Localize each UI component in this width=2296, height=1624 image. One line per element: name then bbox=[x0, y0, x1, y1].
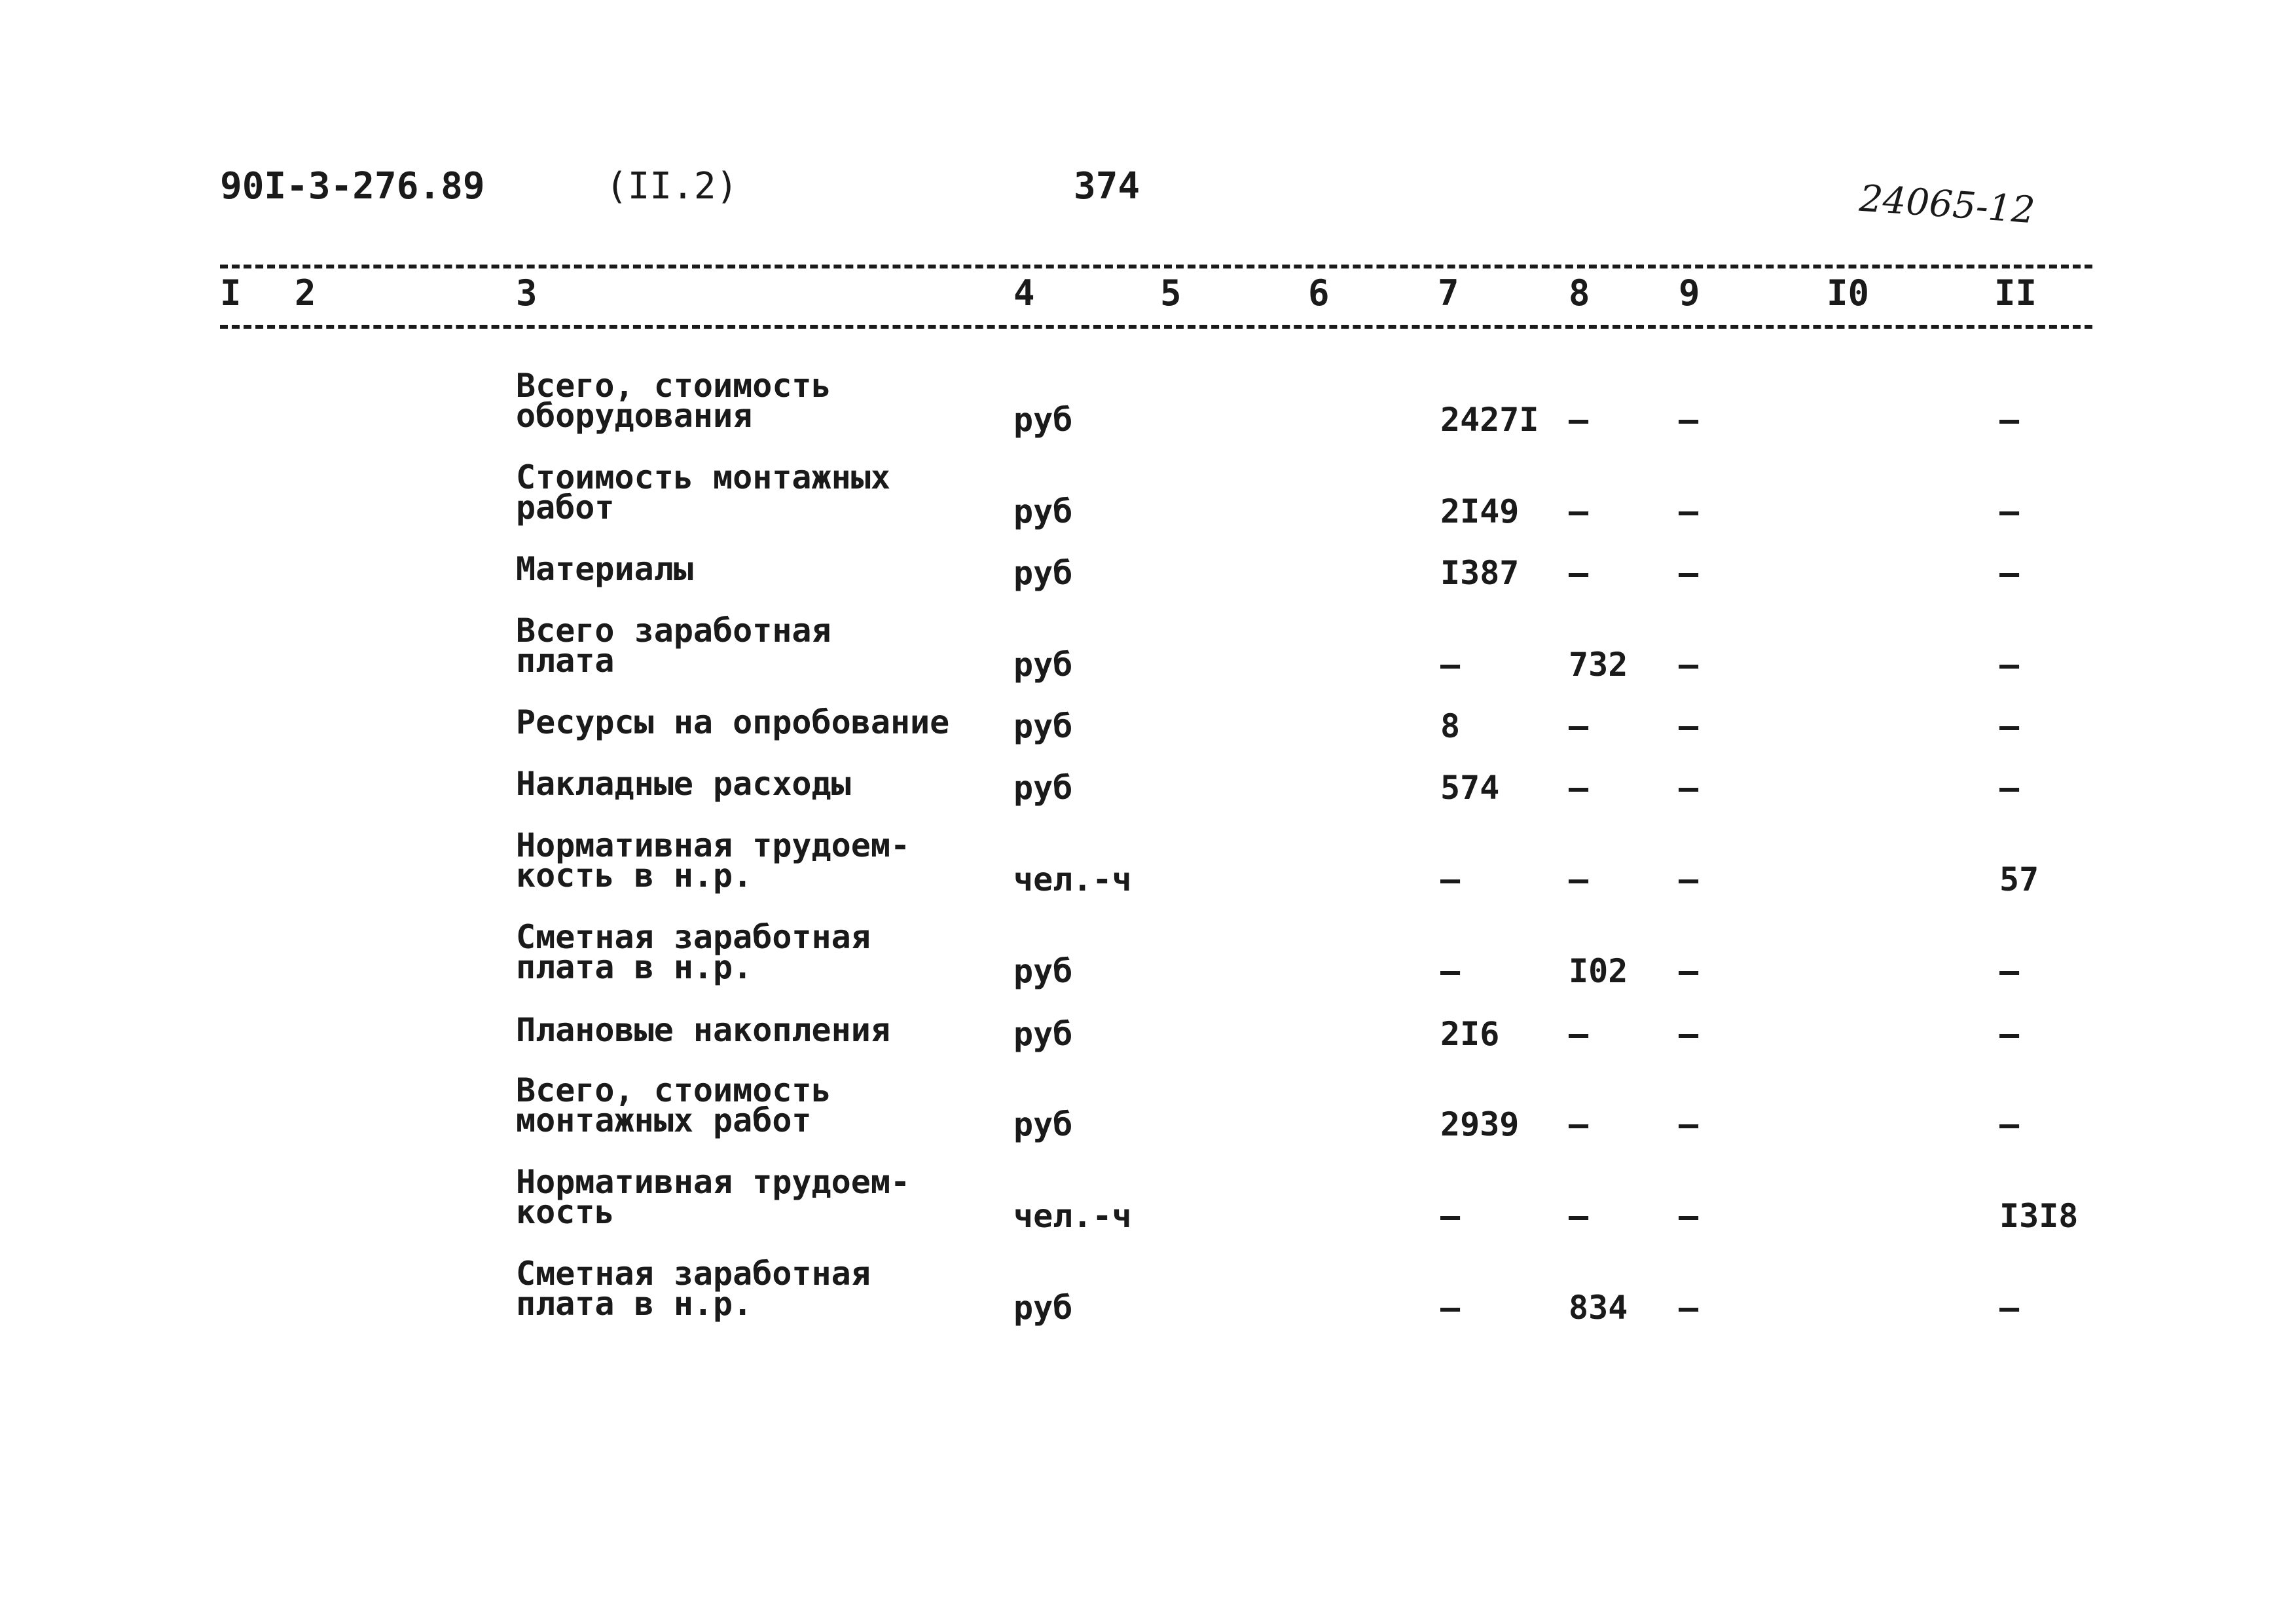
value-cell-col9: – bbox=[1679, 769, 1699, 807]
unit-cell: руб bbox=[1013, 1105, 1073, 1143]
column-header-4: 4 bbox=[1013, 272, 1035, 314]
value-cell-col8: – bbox=[1569, 1015, 1589, 1053]
unit-cell: чел.-ч bbox=[1013, 860, 1132, 898]
table-header-top-rule bbox=[220, 265, 2092, 268]
value-cell-col11: – bbox=[1999, 401, 2020, 439]
value-cell-col8: – bbox=[1569, 769, 1589, 807]
value-cell-col9: – bbox=[1679, 1105, 1699, 1143]
handwritten-number: 24065-12 bbox=[1858, 177, 2037, 232]
row-description: Всего, стоимость монтажных работ bbox=[516, 1071, 831, 1139]
value-cell-col7: 574 bbox=[1440, 769, 1500, 807]
value-cell-col9: – bbox=[1679, 707, 1699, 745]
value-cell-col7: 2I6 bbox=[1440, 1015, 1500, 1053]
value-cell-col11: – bbox=[1999, 952, 2020, 990]
row-description: Стоимость монтажных работ bbox=[516, 458, 890, 526]
value-cell-col7: – bbox=[1440, 952, 1461, 990]
column-header-10: I0 bbox=[1827, 272, 1870, 314]
unit-cell: руб bbox=[1013, 769, 1073, 807]
row-description: Накладные расходы bbox=[516, 765, 851, 803]
value-cell-col7: 2939 bbox=[1440, 1105, 1520, 1143]
value-cell-col7: I387 bbox=[1440, 554, 1520, 592]
value-cell-col11: – bbox=[1999, 1105, 2020, 1143]
unit-cell: руб bbox=[1013, 554, 1073, 592]
value-cell-col7: 2I49 bbox=[1440, 492, 1520, 530]
row-description: Ресурсы на опробование bbox=[516, 703, 950, 741]
value-cell-col11: I3I8 bbox=[1999, 1197, 2079, 1235]
value-cell-col9: – bbox=[1679, 401, 1699, 439]
document-code: 90I-3-276.89 bbox=[220, 165, 485, 208]
value-cell-col8: – bbox=[1569, 860, 1589, 898]
column-header-3: 3 bbox=[516, 272, 538, 314]
value-cell-col8: – bbox=[1569, 1105, 1589, 1143]
row-description: Материалы bbox=[516, 550, 693, 588]
page-number: 374 bbox=[1074, 165, 1140, 208]
value-cell-col9: – bbox=[1679, 646, 1699, 684]
row-description: Сметная заработная плата в н.р. bbox=[516, 1255, 871, 1323]
unit-cell: руб bbox=[1013, 401, 1073, 439]
value-cell-col11: – bbox=[1999, 1289, 2020, 1327]
unit-cell: руб bbox=[1013, 492, 1073, 530]
value-cell-col9: – bbox=[1679, 1015, 1699, 1053]
value-cell-col11: – bbox=[1999, 707, 2020, 745]
row-description: Всего, стоимость оборудования bbox=[516, 367, 831, 435]
value-cell-col9: – bbox=[1679, 1197, 1699, 1235]
column-header-7: 7 bbox=[1438, 272, 1459, 314]
value-cell-col8: 732 bbox=[1569, 646, 1628, 684]
column-header-1: I bbox=[220, 272, 242, 314]
value-cell-col8: – bbox=[1569, 1197, 1589, 1235]
row-description: Сметная заработная плата в н.р. bbox=[516, 918, 871, 986]
unit-cell: руб bbox=[1013, 1015, 1073, 1053]
value-cell-col11: 57 bbox=[1999, 860, 2039, 898]
column-header-2: 2 bbox=[295, 272, 316, 314]
column-header-9: 9 bbox=[1679, 272, 1700, 314]
column-header-6: 6 bbox=[1308, 272, 1330, 314]
column-header-8: 8 bbox=[1569, 272, 1590, 314]
value-cell-col9: – bbox=[1679, 554, 1699, 592]
value-cell-col7: – bbox=[1440, 860, 1461, 898]
value-cell-col9: – bbox=[1679, 860, 1699, 898]
unit-cell: чел.-ч bbox=[1013, 1197, 1132, 1235]
table-header-bottom-rule bbox=[220, 325, 2092, 329]
value-cell-col8: – bbox=[1569, 554, 1589, 592]
unit-cell: руб bbox=[1013, 952, 1073, 990]
value-cell-col11: – bbox=[1999, 1015, 2020, 1053]
unit-cell: руб bbox=[1013, 1289, 1073, 1327]
row-description: Плановые накопления bbox=[516, 1011, 890, 1049]
unit-cell: руб bbox=[1013, 646, 1073, 684]
row-description: Нормативная трудоем- кость bbox=[516, 1163, 911, 1231]
row-description: Всего заработная плата bbox=[516, 612, 831, 680]
value-cell-col9: – bbox=[1679, 492, 1699, 530]
value-cell-col7: 2427I bbox=[1440, 401, 1539, 439]
value-cell-col11: – bbox=[1999, 769, 2020, 807]
value-cell-col8: – bbox=[1569, 707, 1589, 745]
row-description: Нормативная трудоем- кость в н.р. bbox=[516, 826, 911, 895]
value-cell-col9: – bbox=[1679, 1289, 1699, 1327]
column-header-11: II bbox=[1994, 272, 2037, 314]
value-cell-col11: – bbox=[1999, 492, 2020, 530]
unit-cell: руб bbox=[1013, 707, 1073, 745]
value-cell-col11: – bbox=[1999, 554, 2020, 592]
value-cell-col11: – bbox=[1999, 646, 2020, 684]
value-cell-col7: 8 bbox=[1440, 707, 1461, 745]
value-cell-col8: I02 bbox=[1569, 952, 1628, 990]
value-cell-col7: – bbox=[1440, 1289, 1461, 1327]
value-cell-col7: – bbox=[1440, 1197, 1461, 1235]
section-reference: (II.2) bbox=[606, 165, 738, 208]
value-cell-col8: 834 bbox=[1569, 1289, 1628, 1327]
column-header-5: 5 bbox=[1160, 272, 1182, 314]
value-cell-col8: – bbox=[1569, 492, 1589, 530]
value-cell-col8: – bbox=[1569, 401, 1589, 439]
value-cell-col7: – bbox=[1440, 646, 1461, 684]
value-cell-col9: – bbox=[1679, 952, 1699, 990]
